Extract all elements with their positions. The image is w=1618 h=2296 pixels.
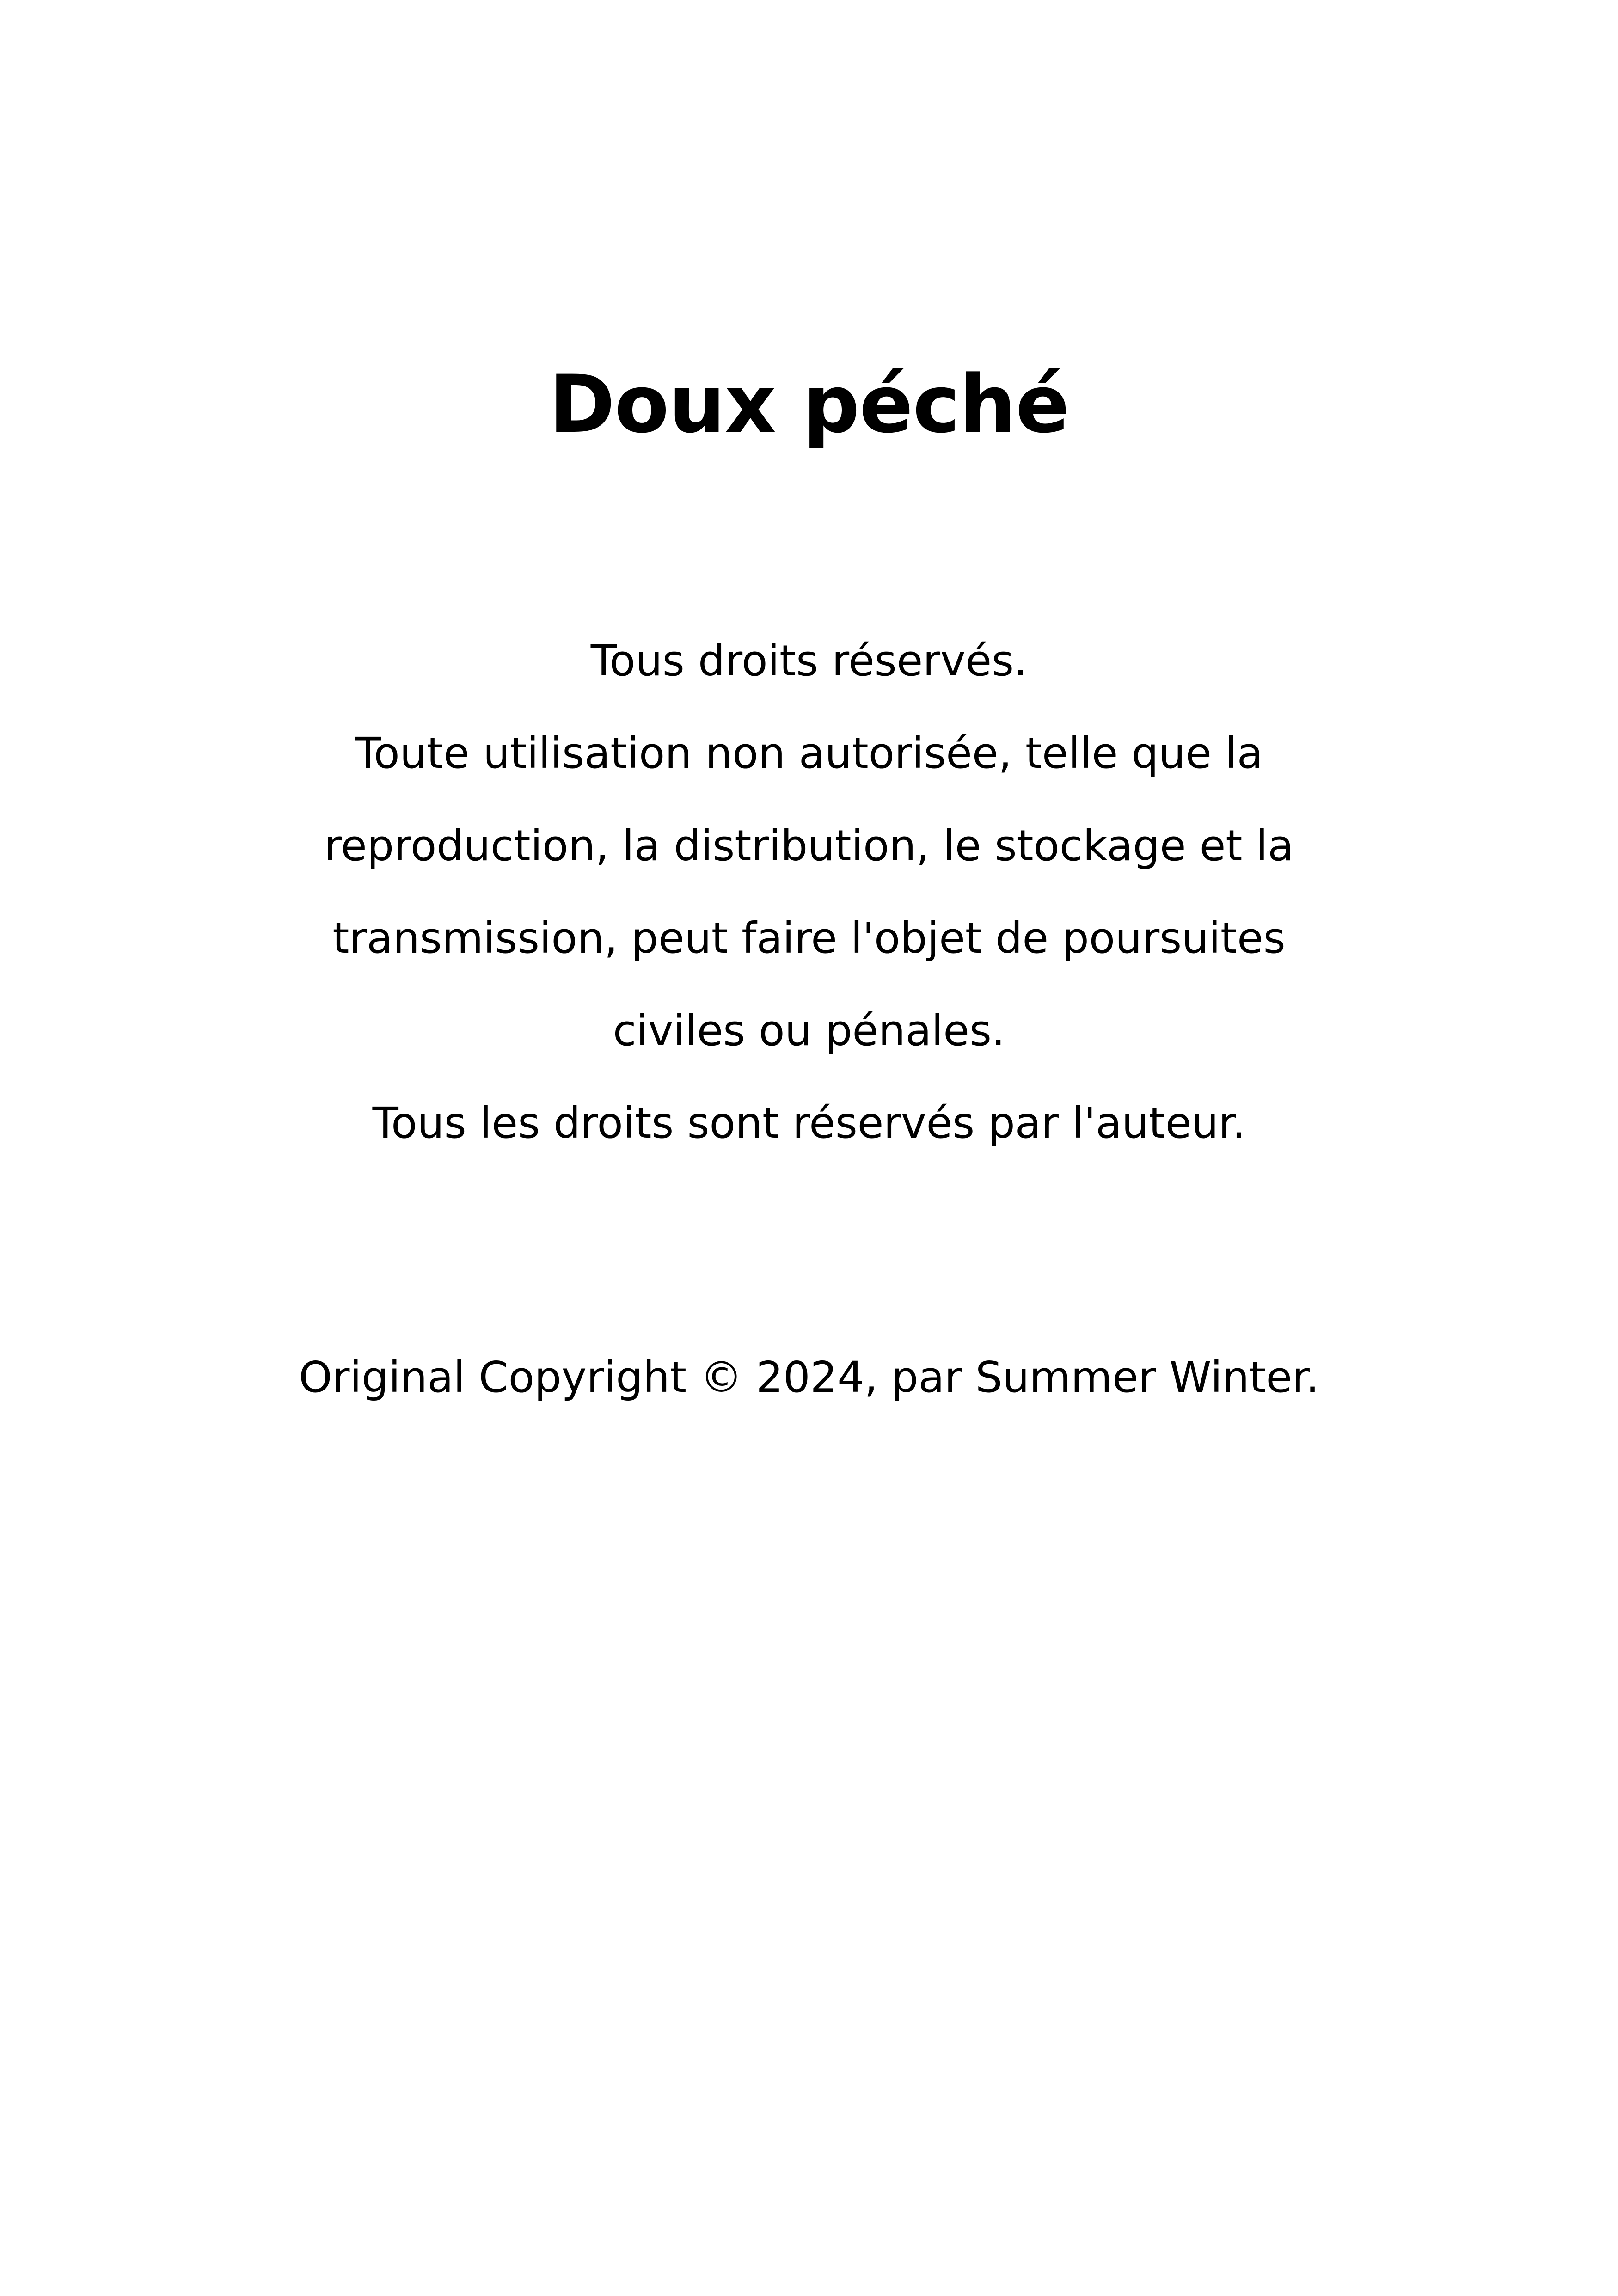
rights-line: transmission, peut faire l'objet de poursuites (332, 913, 1286, 963)
copyright-line: Original Copyright © 2024, par Summer Winter. (299, 1353, 1319, 1402)
book-title: Doux péché (549, 358, 1069, 451)
rights-line: Toute utilisation non autorisée, telle que la (355, 729, 1263, 778)
rights-notice (0, 615, 1618, 1169)
rights-line: reproduction, la distribution, le stockage et la (324, 821, 1294, 870)
rights-line: civiles ou pénales. (613, 1006, 1005, 1055)
rights-line: Tous les droits sont réservés par l'auteur. (372, 1098, 1246, 1148)
rights-line: Tous droits réservés. (590, 636, 1028, 686)
